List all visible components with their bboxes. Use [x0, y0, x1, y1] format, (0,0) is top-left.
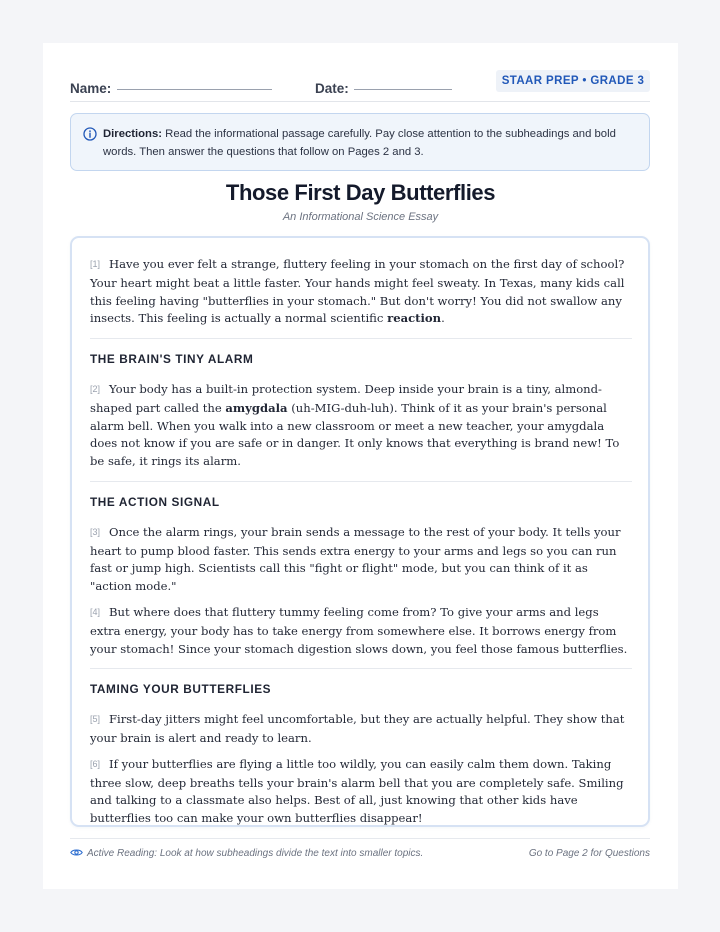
- eye-icon: [70, 848, 83, 857]
- paragraph-4: [90, 604, 632, 658]
- passage-card: [70, 236, 650, 827]
- header-row: [70, 70, 650, 100]
- paragraph-number: [4]: [90, 606, 101, 617]
- section-divider: [90, 481, 632, 482]
- paragraph-text: First-day jitters might feel uncomfortable, but they are actually helpful. They show that your brain is alert and ready to learn.: [90, 712, 625, 745]
- date-line[interactable]: [354, 89, 452, 90]
- directions-label: Directions:: [103, 128, 163, 140]
- section-heading-action-signal: THE ACTION SIGNAL: [90, 494, 220, 509]
- paragraph-number: [3]: [90, 526, 101, 537]
- passage-title: Those First Day Butterflies: [225, 180, 496, 205]
- section-divider: [90, 668, 632, 669]
- info-icon: [83, 127, 97, 141]
- paragraph-number: [5]: [90, 714, 101, 725]
- vocab-word: amygdala: [225, 400, 288, 415]
- grade-badge: STAAR PREP • GRADE 3: [496, 70, 650, 92]
- paragraph-2: [90, 381, 632, 471]
- passage-subtitle: An Informational Science Essay: [282, 211, 439, 223]
- directions-box: [70, 113, 650, 171]
- paragraph-text: Have you ever felt a strange, fluttery feeling in your stomach on the first day of school? Your heart might beat a little faster. Your hands might feel sweaty. In Texas, many kids call this feeling having "butterflies in your stomach." But don't worry! You did not swallow any insects. This feeling is actually a normal scientific: [90, 257, 625, 326]
- paragraph-text: If your butterflies are flying a little too wildly, you can easily calm them down. Taking three slow, deep breaths tells your brain's alarm bell that you are completely safe. Smiling and talking to a classmate also helps. Best of all, just knowing that other kids have butterflies too can make your own butterflies disappear!: [90, 756, 624, 826]
- directions-text: [103, 125, 631, 161]
- footer-tip-text: Active Reading: Look at how subheadings divide the text into smaller topics.: [87, 848, 424, 859]
- paragraph-text: .: [441, 311, 445, 326]
- vocab-word: reaction: [387, 311, 442, 326]
- section-heading-brain-alarm: THE BRAIN'S TINY ALARM: [90, 352, 254, 367]
- paragraph-number: [2]: [90, 383, 101, 394]
- paragraph-text: Once the alarm rings, your brain sends a message to the rest of your body. It tells your heart to pump blood faster. This sends extra energy to your arms and legs so you can run fast or jump high. Scientists call this "fight or flight" mode, but you can think of it as "action mode.": [90, 524, 621, 594]
- paragraph-5: [90, 711, 632, 748]
- paragraph-6: [90, 756, 632, 828]
- section-heading-taming: TAMING YOUR BUTTERFLIES: [90, 682, 272, 697]
- paragraph-text: (uh-MIG-duh-luh). Think of it as your brain's personal alarm bell. When you walk into a new classroom or meet a new teacher, your amygdala does not know if you are safe or in danger. It only knows that everything is brand new! To be safe, it rings its alarm.: [90, 400, 620, 469]
- paragraph-1: [90, 256, 632, 328]
- date-label: Date:: [315, 81, 349, 96]
- header-divider: [70, 101, 650, 102]
- paragraph-number: [1]: [90, 259, 101, 269]
- name-line[interactable]: [117, 89, 272, 90]
- worksheet-page: [43, 43, 678, 889]
- directions-body: Read the informational passage carefully. Pay close attention to the subheadings and bold words. Then answer the questions that follow on Pages 2 and 3.: [103, 128, 616, 158]
- paragraph-text: Your body has a built-in protection system. Deep inside your brain is a tiny, almond-shaped part called the: [90, 381, 602, 415]
- passage-body: [90, 256, 632, 836]
- footer-divider: [70, 838, 650, 839]
- paragraph-3: [90, 524, 632, 596]
- paragraph-number: [6]: [90, 758, 101, 769]
- section-divider: [90, 338, 632, 339]
- paragraph-text: But where does that fluttery tummy feeling come from? To give your arms and legs extra energy, your body has to take energy from somewhere else. It borrows energy from your stomach! Since your stomach digestion slows down, you feel those famous butterflies.: [90, 604, 628, 656]
- footer-next-page: Go to Page 2 for Questions: [528, 848, 650, 859]
- name-label: Name:: [70, 81, 112, 96]
- footer-tip: [70, 848, 423, 859]
